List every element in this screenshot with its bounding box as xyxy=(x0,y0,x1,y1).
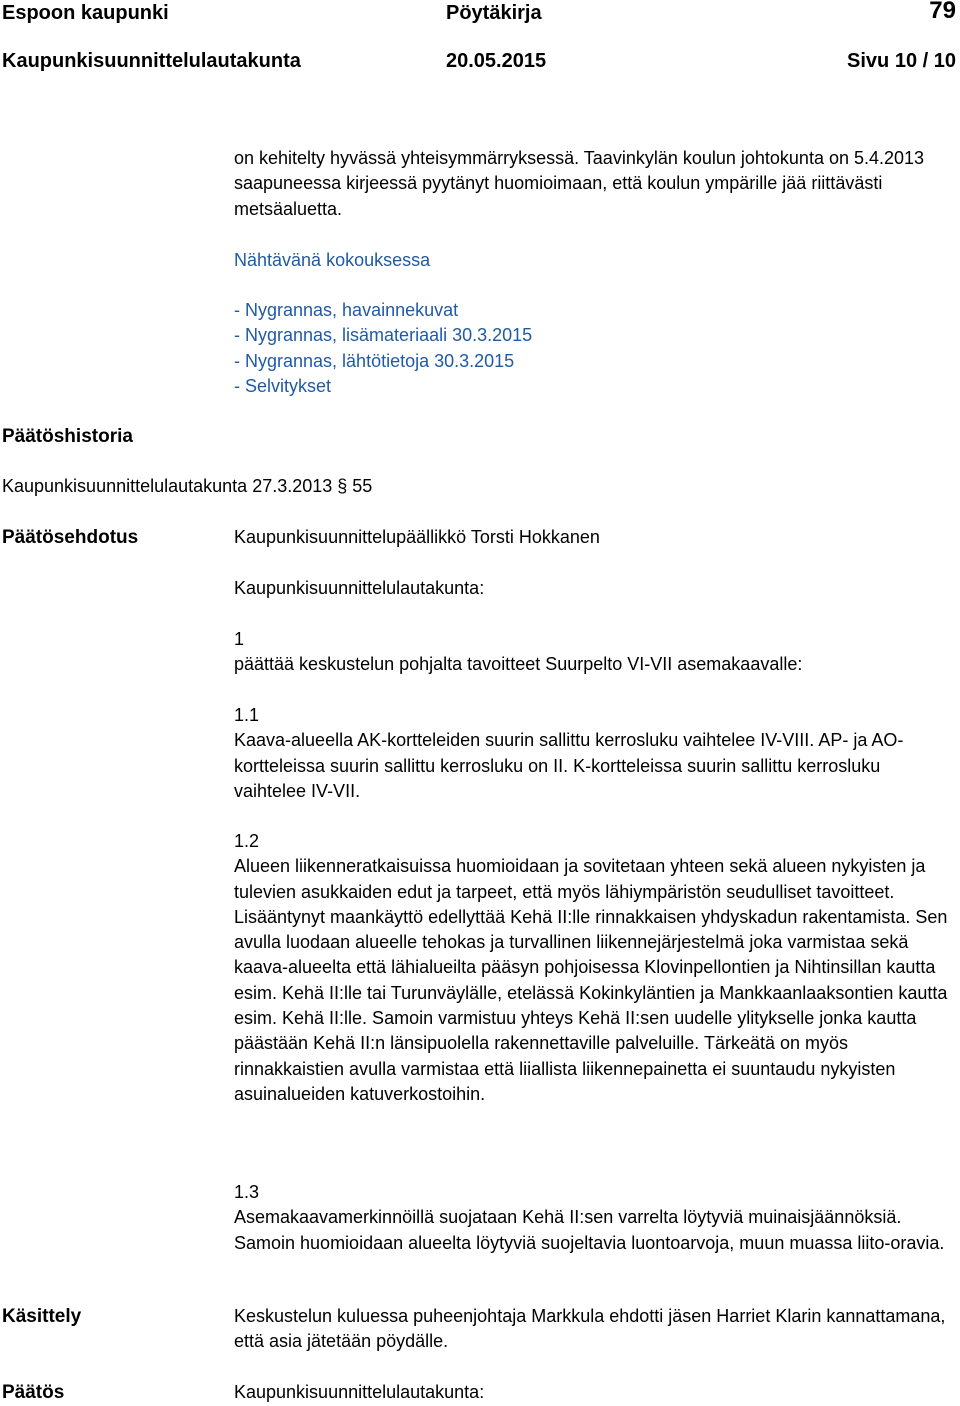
item-text: päättää keskustelun pohjalta tavoitteet Suurpelto VI-VII asemakaavalle: xyxy=(234,654,803,675)
item-number: 1.2 xyxy=(234,831,260,851)
list-item: - Selvitykset xyxy=(234,375,332,396)
history-entry: Kaupunkisuunnittelulautakunta 27.3.2013 § 55 xyxy=(2,476,373,496)
attachments-heading: Nähtävänä kokouksessa xyxy=(234,250,431,270)
proposal-subitem-1-1 xyxy=(234,703,956,804)
page-header xyxy=(0,0,960,26)
handling-label: Käsittely xyxy=(2,1306,82,1327)
meeting-date: 20.05.2015 xyxy=(446,50,547,72)
proposal-subitem-1-3 xyxy=(234,1180,956,1256)
intro-paragraph: on kehitelty hyvässä yhteisymmärryksessä. Taavinkylän koulun johtokunta on 5.4.2013 saapuneessa kirjeessä pyytänyt huomioimaan, että koulun ympärille jää riittävästi metsäaluetta. xyxy=(234,148,925,219)
proposal-subitem-1-2 xyxy=(234,829,956,1107)
list-item: - Nygrannas, lähtötietoja 30.3.2015 xyxy=(234,350,515,371)
document-type: Pöytäkirja xyxy=(446,2,542,24)
list-item: - Nygrannas, lisämateriaali 30.3.2015 xyxy=(234,325,533,346)
proposal-presenter: Kaupunkisuunnittelupäällikkö Torsti Hokkanen xyxy=(234,527,600,547)
proposal-body-intro: Kaupunkisuunnittelulautakunta: xyxy=(234,578,485,598)
page-number: Sivu 10 / 10 xyxy=(847,50,956,72)
decision-text: Kaupunkisuunnittelulautakunta: xyxy=(234,1382,485,1402)
list-item: - Nygrannas, havainnekuvat xyxy=(234,300,459,320)
attachments-list xyxy=(234,298,956,399)
committee-name: Kaupunkisuunnittelulautakunta xyxy=(2,50,301,72)
item-text: Asemakaavamerkinnöillä suojataan Kehä II:sen varrelta löytyviä muinaisjäännöksiä. Samoin huomioidaan alueelta löytyviä suojeltavia luontoarvoja, muun muassa liito-oravia. xyxy=(234,1207,945,1253)
handling-text: Keskustelun kuluessa puheenjohtaja Markkula ehdotti jäsen Harriet Klarin kannattamana, että asia jätetään pöydälle. xyxy=(234,1306,946,1352)
proposal-label: Päätösehdotus xyxy=(2,527,139,548)
org-name: Espoon kaupunki xyxy=(2,2,169,24)
item-number: 1.3 xyxy=(234,1182,260,1202)
history-label: Päätöshistoria xyxy=(2,426,133,447)
section-number: 79 xyxy=(929,0,956,24)
item-text: Alueen liikenneratkaisuissa huomioidaan ja sovitetaan yhteen sekä alueen nykyisten ja tulevien asukkaiden edut ja tarpeet, että myös lähiympäristön seudulliset tavoitteet. Lisääntynyt maankäyttö edellyttää Kehä II:lle rinnakkaisen yhdyskadun rakentamista. Sen avulla luodaan alueelle tehokas ja turvallinen liikennejärjestelmä joka varmistaa sekä kaava-alueelta että lähialueilta pääsyn pohjoisessa Klovinpellontien ja Nihtinsillan kautta esim. Kehä II:lle tai Turunväylälle, etelässä Kokinkyläntien ja Mankkaanlaaksontien kautta esim. Kehä II:lle. Samoin varmistuu yhteys Kehä II:sen uudelle ylitykselle jonka kautta päästään Kehä II:n länsipuolella rakennettaville palveluille. Tärkeätä on myös rinnakkaistien avulla varmistaa että liiallista liikennepainetta ei suuntaudu nykyisten asuinalueiden katuverkostoihin. xyxy=(234,856,948,1104)
item-number: 1.1 xyxy=(234,705,260,725)
proposal-item-1 xyxy=(234,627,956,678)
decision-label: Päätös xyxy=(2,1382,65,1403)
page-subheader xyxy=(0,48,960,74)
item-text: Kaava-alueella AK-kortteleiden suurin sallittu kerrosluku vaihtelee IV-VIII. AP- ja AO-kortteleissa suurin sallittu kerrosluku on II. K-kortteleissa suurin sallittu kerrosluku vaihtelee IV-VII. xyxy=(234,730,904,801)
item-number: 1 xyxy=(234,629,245,649)
